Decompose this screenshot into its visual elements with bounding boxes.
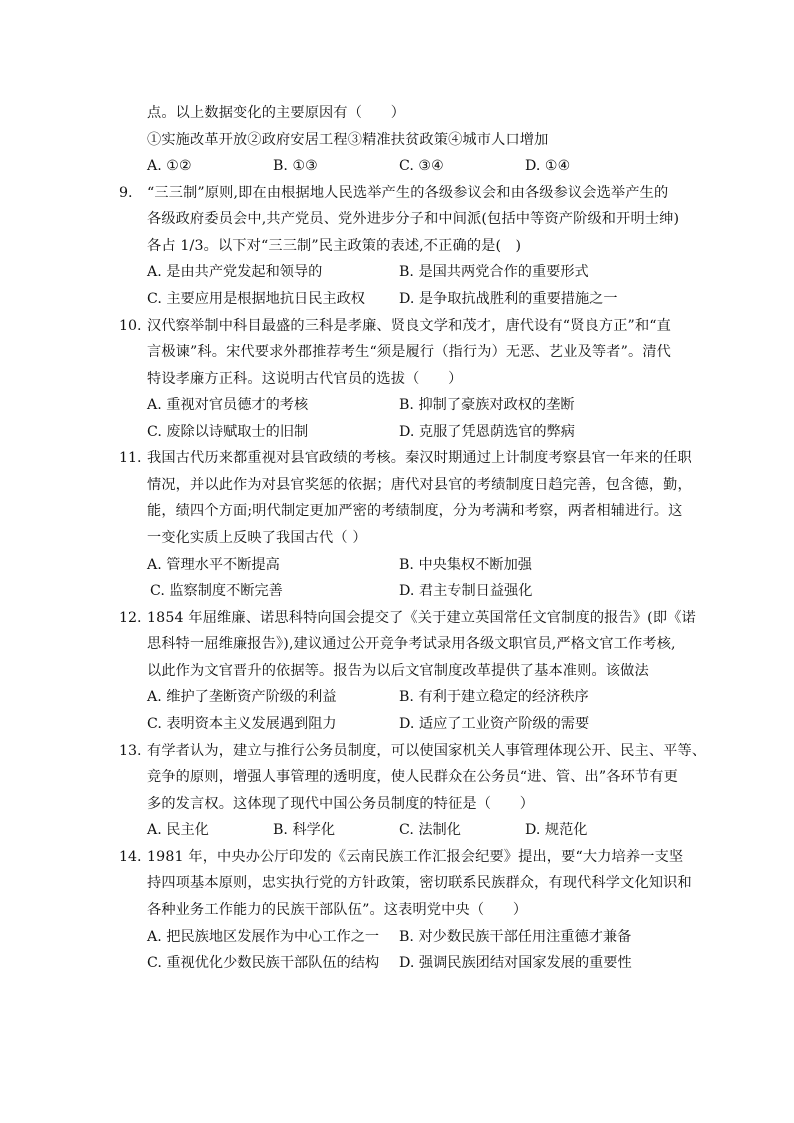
q12-option-b[interactable]: B. 有利于建立稳定的经济秩序 [399, 689, 589, 705]
q11-line-2: 情况，并以此作为对县官奖惩的依据；唐代对县官的考绩制度日趋完善，包含德，勤， [147, 477, 692, 493]
q10-line-3: 特设孝廉方正科。这说明古代官员的选拔（ ） [147, 371, 463, 387]
q8-option-a[interactable]: A. ①② [147, 158, 192, 174]
q12-option-c[interactable]: C. 表明资本主义发展遇到阻力 [147, 716, 337, 732]
q12-option-d[interactable]: D. 适应了工业资产阶级的需要 [399, 716, 590, 732]
q8-option-c[interactable]: C. ③④ [399, 158, 444, 174]
q12-line-1: 1854 年屈维廉、诺思科特向国会提交了《关于建立英国常任文官制度的报告》(即《诺 [147, 610, 696, 626]
q14-line-2: 持四项基本原则，忠实执行党的方针政策，密切联系民族群众，有现代科学文化知识和 [147, 875, 692, 891]
q11-number: 11. [119, 450, 142, 466]
q8-line-1: 点。以上数据变化的主要原因有（ ） [147, 105, 406, 121]
q13-option-a[interactable]: A. 民主化 [147, 822, 209, 838]
q10-option-c[interactable]: C. 废除以诗赋取士的旧制 [147, 424, 309, 440]
q10-number: 10. [119, 318, 142, 334]
q11-option-a[interactable]: A. 管理水平不断提高 [147, 557, 280, 573]
q10-line-2: 言极谏”科。宋代要求外郡推荐考生“须是履行（指行为）无恶、艺业及等者”。清代 [147, 344, 672, 360]
q14-number: 14. [119, 849, 142, 865]
q10-option-b[interactable]: B. 抑制了豪族对政权的垄断 [399, 397, 575, 413]
q11-option-c[interactable]: C. 监察制度不断完善 [150, 583, 283, 599]
q9-line-2: 各级政府委员会中,共产党员、党外进步分子和中间派(包括中等资产阶级和开明士绅) [147, 211, 680, 227]
q13-option-b[interactable]: B. 科学化 [273, 822, 336, 838]
q10-option-a[interactable]: A. 重视对官员德才的考核 [147, 397, 309, 413]
q9-line-3: 各占 1/3。以下对“三三制”民主政策的表述,不正确的是( ) [147, 238, 522, 254]
q14-line-1: 1981 年，中央办公厅印发的《云南民族工作汇报会纪要》提出，要“大力培养一支坚 [147, 849, 684, 865]
q11-line-3: 能，绩四个方面;明代制定更加严密的考绩制度，分为考满和考察，两者相辅进行。这 [147, 503, 683, 519]
q8-line-2: ①实施改革开放②政府安居工程③精准扶贫政策④城市人口增加 [147, 132, 549, 148]
q11-option-d[interactable]: D. 君主专制日益强化 [399, 583, 533, 599]
q9-number: 9. [119, 185, 133, 201]
q14-option-b[interactable]: B. 对少数民族干部任用注重德才兼备 [399, 929, 632, 945]
q12-line-2: 思科特一屈维廉报告》),建议通过公开竞争考试录用各级文职官员,严格文官工作考核, [147, 636, 676, 652]
q12-number: 12. [119, 610, 142, 626]
q12-option-a[interactable]: A. 维护了垄断资产阶级的利益 [147, 689, 337, 705]
q11-line-4: 一变化实质上反映了我国古代（ ） [147, 530, 367, 546]
q14-option-a[interactable]: A. 把民族地区发展作为中心工作之一 [147, 929, 380, 945]
q12-line-3: 以此作为文官晋升的依据等。报告为以后文官制度改革提供了基本准则。该做法 [147, 663, 649, 679]
q9-option-d[interactable]: D. 是争取抗战胜利的重要措施之一 [399, 291, 618, 307]
q9-option-c[interactable]: C. 主要应用是根据地抗日民主政权 [147, 291, 365, 307]
q9-option-b[interactable]: B. 是国共两党合作的重要形式 [399, 264, 589, 280]
q10-line-1: 汉代察举制中科目最盛的三科是孝廉、贤良文学和茂才，唐代设有“贤良方正”和“直 [147, 318, 672, 334]
q14-option-d[interactable]: D. 强调民族团结对国家发展的重要性 [399, 955, 632, 971]
q8-option-b[interactable]: B. ①③ [273, 158, 318, 174]
q13-number: 13. [119, 743, 142, 759]
q11-option-b[interactable]: B. 中央集权不断加强 [399, 557, 532, 573]
q14-line-3: 各种业务工作能力的民族干部队伍”。这表明党中央（ ） [147, 902, 528, 918]
q11-line-1: 我国古代历来都重视对县官政绩的考核。秦汉时期通过上计制度考察县官一年来的任职 [147, 450, 692, 466]
q13-line-3: 多的发言权。这体现了现代中国公务员制度的特征是（ ） [147, 796, 535, 812]
q14-option-c[interactable]: C. 重视优化少数民族干部队伍的结构 [147, 955, 380, 971]
q13-line-2: 竞争的原则，增强人事管理的透明度，使人民群众在公务员“进、管、出”各环节有更 [147, 769, 678, 785]
q9-line-1: “三三制”原则,即在由根据地人民选举产生的各级参议会和由各级参议会选举产生的 [147, 185, 669, 201]
q9-option-a[interactable]: A. 是由共产党发起和领导的 [147, 264, 323, 280]
q13-option-d[interactable]: D. 规范化 [525, 822, 588, 838]
q13-option-c[interactable]: C. 法制化 [399, 822, 461, 838]
q10-option-d[interactable]: D. 克服了凭恩荫选官的弊病 [399, 424, 575, 440]
q13-line-1: 有学者认为，建立与推行公务员制度，可以使国家机关人事管理体现公开、民主、平等、 [147, 743, 707, 759]
q8-option-d[interactable]: D. ①④ [525, 158, 571, 174]
